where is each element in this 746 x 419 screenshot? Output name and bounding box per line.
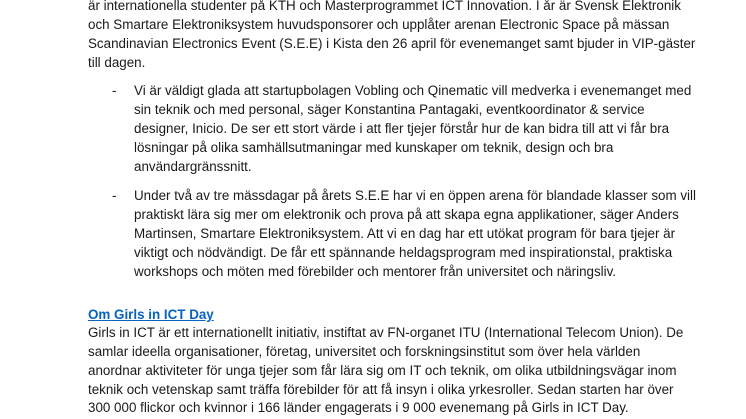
quote-line: Martinsen, Smartare Elektroniksystem. Att vi en dag har ett utökat program för bara tjejer är <box>134 226 676 241</box>
about-line: teknik och vetenskap samt träffa förebilder för att få insyn i olika yrkesroller. Sedan starten har över <box>88 382 674 397</box>
quote-line: workshops och möten med förebilder och mentorer från universitet och näringsliv. <box>134 264 617 279</box>
about-line: anordnar aktiviteter för unga tjejer som får lära sig om IT och teknik, om olika utbildningsvägar inom <box>88 363 677 378</box>
quote-line: sin teknik och med personal, säger Konstantina Pantagaki, eventkoordinator & service <box>134 102 645 117</box>
about-line: Girls in ICT är ett internationellt initiativ, instiftat av FN-organet ITU (International Telecom Union). De <box>88 325 684 340</box>
about-line: 300 000 flickor och kvinnor i 166 länder engagerats i 9 000 evenemang på Girls in ICT Day. <box>88 400 629 415</box>
about-line: samlar ideella organisationer, företag, universitet och forskningsinstitut som över hela världen <box>88 344 641 359</box>
intro-line: och Smartare Elektroniksystem huvudsponsorer och upplåter arenan Electronic Space på mässan <box>88 17 670 32</box>
dash-bullet: - <box>112 83 117 98</box>
dash-bullet: - <box>112 188 117 203</box>
quote-line: praktiskt lära sig mer om elektronik och prova på att skapa egna applikationer, säger Anders <box>134 207 679 222</box>
about-heading-link[interactable]: Om Girls in ICT Day <box>88 307 214 322</box>
intro-line: Scandinavian Electronics Event (S.E.E) i Kista den 26 april för evenemanget samt bjuder in VIP-gäster <box>88 36 696 51</box>
intro-line: är internationella studenter på KTH och Masterprogrammet ICT Innovation. I år är Svensk Elektronik <box>88 0 681 13</box>
quote-line: viktigt och nödvändigt. De får ett spännande heldagsprogram med inspirationstal, praktiska <box>134 245 673 260</box>
quote-line: designer, Inicio. De ser ett stort värde i att fler tjejer förstår hur de kan bidra till att vi får bra <box>134 121 670 136</box>
intro-line: till dagen. <box>88 55 146 70</box>
quote-line: Under två av tre mässdagar på årets S.E.E har vi en öppen arena för blandade klasser som vill <box>134 188 696 203</box>
quote-line: Vi är väldigt glada att startupbolagen Vobling och Qinematic vill medverka i evenemanget med <box>134 83 692 98</box>
quote-line: användargränssnitt. <box>134 159 252 174</box>
quote-line: lösningar på olika samhällsutmaningar med kunskaper om teknik, design och bra <box>134 140 614 155</box>
